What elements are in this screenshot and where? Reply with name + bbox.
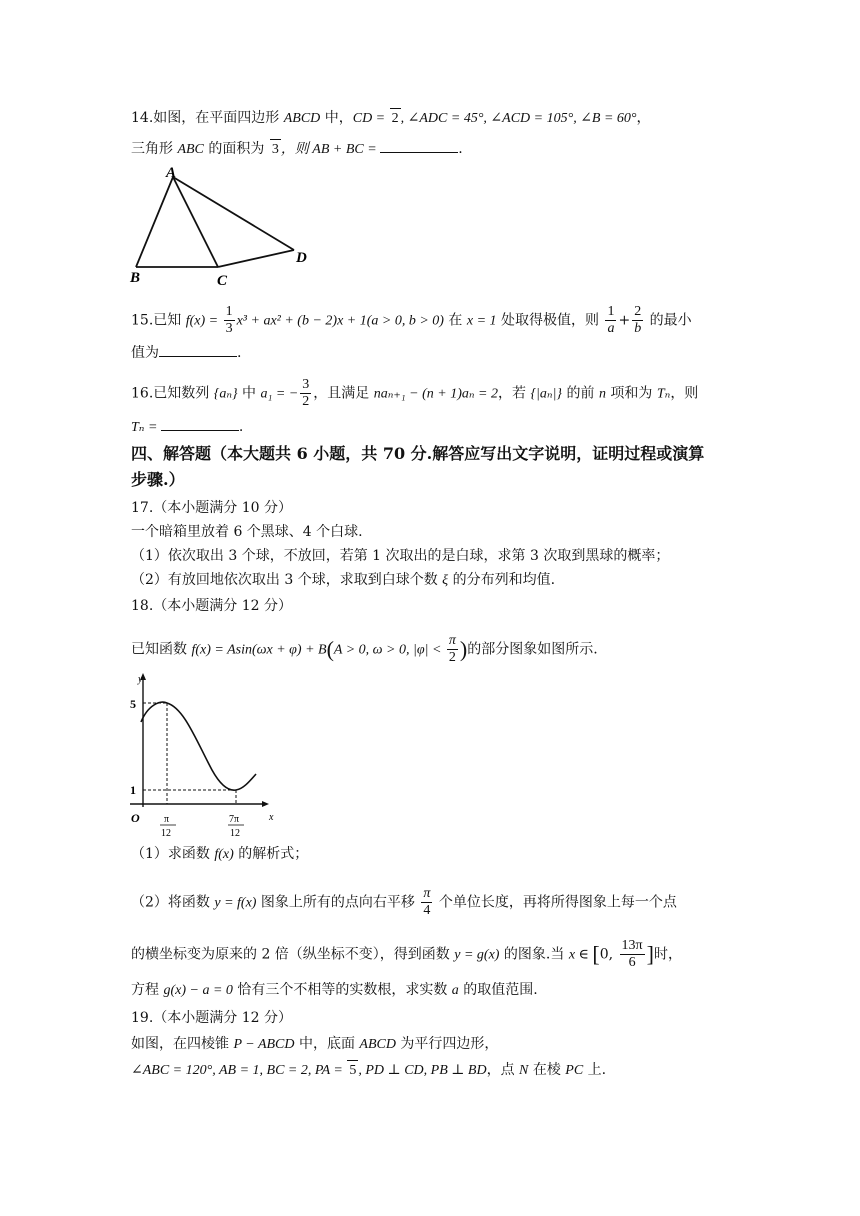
q19-perp: , PD ⊥ CD, PB ⊥ BD: [358, 1063, 487, 1078]
y-tick-1: 1: [130, 783, 136, 797]
q14-question: ，则 AB + BC =: [280, 142, 381, 157]
q16-tail: ，则: [670, 385, 699, 402]
q18-equation: g(x) − a = 0: [163, 983, 233, 998]
q14-comma: ，: [636, 110, 651, 126]
q18-p2-tail: 个单位长度，再将所得图象上每一个点: [434, 894, 677, 911]
q15-period: .: [237, 345, 242, 361]
q14-answer-blank[interactable]: [380, 138, 458, 153]
q19-header: 19.（本小题满分 12 分）: [131, 1010, 292, 1026]
q18-p2l2-text: 的横坐标变为原来的 2 倍（纵坐标不变），得到函数: [131, 946, 455, 963]
q19-line2: [131, 1060, 606, 1081]
q15-mid: 在: [443, 312, 467, 329]
q16-mid2: ，且满足: [313, 385, 374, 402]
q17-p2-tail: 的分布列和均值.: [448, 572, 556, 588]
label-b: B: [130, 270, 141, 286]
q19-text: 如图，在四棱锥: [131, 1036, 234, 1052]
q19-mid: 中，底面: [294, 1036, 360, 1052]
q18-stem-text: 已知函数: [131, 641, 192, 658]
q14-sqrt3: 3: [270, 139, 281, 160]
q19-pyramid: P − ABCD: [233, 1037, 295, 1052]
q15-tail: 的最小: [645, 312, 692, 329]
q18-cond: A > 0, ω > 0, |φ| <: [333, 642, 445, 658]
section4-title-cont: 步骤.）: [131, 470, 185, 489]
q15-mid2: 处取得极值，则: [496, 312, 604, 329]
q15-frac-1a: $\frac{1}{a}$: [607, 304, 615, 336]
q16-seq: {aₙ}: [213, 386, 238, 402]
q19-tail: 为平行四边形，: [395, 1036, 499, 1052]
q15-frac-2b: $\frac{2}{b}$: [634, 304, 642, 336]
q18-header: 18.（本小题满分 12 分）: [131, 598, 292, 614]
q14-triangle: ABC: [177, 142, 204, 157]
q18-frac-13pi6: $\frac{13\pi}{6}$: [621, 938, 643, 970]
q19-point-text: ，点: [486, 1062, 520, 1078]
q16-n: n: [598, 386, 606, 402]
q15-plus: +: [618, 312, 631, 329]
q16-line2: [131, 416, 243, 438]
q18-stem: 已知函数 f(x) = Asin(ωx + φ) + B(A > 0, ω > 0, |φ| < $\frac{\pi}{2}$ )的部分图象如图所示.: [131, 633, 598, 665]
x-tick2-num: 7π: [229, 814, 240, 825]
y-tick-5: 5: [130, 697, 136, 711]
q18-part2-line2: 的横坐标变为原来的 2 倍（纵坐标不变），得到函数 y = g(x) 的图象.当 x ∈ [0, $\frac{13\pi}{6}$ ]时，: [131, 938, 682, 970]
label-c: C: [217, 273, 228, 289]
q15-expr: x³ + ax² + (b − 2)x + 1(a > 0, b > 0): [236, 313, 444, 329]
q18-p2l2-mid: 的图象.当: [499, 946, 569, 963]
q14-sqrt2: 2: [390, 108, 401, 129]
q18-p2-shift: 图象上所有的点向右平移: [256, 894, 420, 911]
q15-frac-third: $\frac{1}{3}$: [225, 304, 233, 336]
q14-line2: [131, 138, 463, 160]
q16-mid4: 的前: [562, 385, 599, 402]
q19-conds: ∠ABC = 120°, AB = 1, BC = 2, PA =: [131, 1063, 347, 1078]
q16-mid: 中: [237, 385, 261, 402]
q17-xi: ξ: [442, 573, 449, 588]
q18-frac-pi4: $\frac{\pi}{4}$: [423, 886, 431, 918]
q14-text-mid: 中，: [320, 110, 353, 126]
q18-p2l3-tail: 的取值范围.: [458, 982, 538, 998]
function-curve: [141, 702, 256, 790]
q18-graph: [126, 670, 286, 840]
q18-p1-func: f(x): [214, 847, 234, 862]
q19-point-n: N: [519, 1063, 529, 1078]
q19-edge-pc: PC: [565, 1063, 584, 1078]
q18-p2l3-mid: 恰有三个不相等的实数根，求实数: [232, 982, 452, 998]
q16-period: .: [238, 419, 244, 435]
q19-edge-text: 在棱: [528, 1062, 566, 1078]
y-axis-label: y: [138, 674, 143, 685]
x-tick1-den: 12: [161, 828, 171, 839]
q18-func: f(x) = Asin(ωx + φ) + B: [191, 642, 327, 658]
q15-at: x = 1: [466, 313, 497, 329]
q19-sqrt5: 5: [347, 1060, 358, 1081]
q18-x-in: x ∈: [568, 947, 593, 963]
x-arrow-icon: [262, 801, 269, 807]
q15-text: 15.已知: [131, 312, 186, 329]
q18-part1: [131, 844, 308, 865]
q15-func: f(x) =: [185, 313, 222, 329]
q16-frac: $\frac{3}{2}$: [302, 377, 310, 409]
q17-part1: （1）依次取出 3 个球，不放回，若第 1 次取出的是白球，求第 3 次取到黑球的概率；: [131, 548, 670, 564]
q18-p2l2-tail: 时，: [653, 946, 682, 963]
q18-stem-tail: 的部分图象如图所示.: [467, 641, 598, 658]
q16-tn-eq: Tₙ =: [131, 420, 161, 435]
q18-p1-tail: 的解析式；: [233, 846, 309, 862]
q16-mid3: ，若: [498, 385, 531, 402]
q17-header: 17.（本小题满分 10 分）: [131, 500, 292, 516]
q15-answer-blank[interactable]: [159, 342, 237, 357]
q15-line1: [131, 304, 692, 337]
q15-line2: [131, 342, 241, 363]
x-tick1-num: π: [164, 814, 170, 825]
q18-g-func: y = g(x): [454, 947, 500, 963]
q18-part2-line3: [131, 980, 538, 1001]
q18-p2-text: （2）将函数: [131, 894, 215, 911]
q14-line1: [131, 108, 651, 129]
label-d: D: [296, 250, 307, 266]
q19-end: 上.: [583, 1062, 607, 1078]
q14-angles: , ∠ADC = 45°, ∠ACD = 105°, ∠B = 60°: [400, 111, 637, 126]
q18-frac-pi2: $\frac{\pi}{2}$: [448, 633, 456, 665]
q18-p2l3-text: 方程: [131, 982, 164, 998]
q18-p1-text: （1）求函数: [131, 846, 215, 862]
q14-text: 14.如图，在平面四边形: [131, 110, 284, 126]
q14-period: .: [458, 141, 463, 157]
x-tick2-den: 12: [230, 828, 240, 839]
q14-text2: 三角形: [131, 141, 178, 157]
q16-line1: [131, 377, 698, 410]
q14-figure: [128, 165, 313, 290]
q17-part2: [131, 570, 555, 591]
q14-cd: CD =: [352, 111, 389, 126]
q19-base: ABCD: [359, 1037, 396, 1052]
edge-ab: [136, 177, 173, 267]
q18-p2-func: y = f(x): [214, 895, 257, 911]
q16-mid5: 项和为: [605, 385, 657, 402]
q16-tn: Tₙ: [656, 386, 671, 402]
q16-relation: naₙ₊₁ − (n + 1)aₙ = 2: [373, 386, 498, 402]
q18-interval-left: 0,: [599, 946, 618, 963]
q14-quad-name: ABCD: [283, 111, 321, 126]
q14-area-text: 的面积为: [203, 141, 269, 157]
q16-a1: a₁ = −: [260, 386, 299, 402]
q18-var-a: a: [451, 983, 459, 998]
edge-cd: [218, 250, 294, 267]
x-axis-label: x: [269, 812, 274, 823]
section4-title: 四、解答题（本大题共 6 小题，共 70 分.解答应写出文字说明，证明过程或演算: [131, 444, 705, 463]
q16-text: 16.已知数列: [131, 385, 214, 402]
q17-p2-text: （2）有放回地依次取出 3 个球，求取到白球个数: [131, 572, 443, 588]
origin-label: O: [131, 811, 140, 825]
q16-abs-seq: {|aₙ|}: [530, 386, 563, 402]
label-a: A: [166, 165, 177, 181]
q17-stem: 一个暗箱里放着 6 个黑球、4 个白球.: [131, 524, 363, 540]
q15-line2-text: 值为: [131, 345, 159, 361]
q18-part2: [131, 886, 677, 919]
q16-answer-blank[interactable]: [161, 416, 239, 431]
q19-line1: [131, 1034, 498, 1055]
